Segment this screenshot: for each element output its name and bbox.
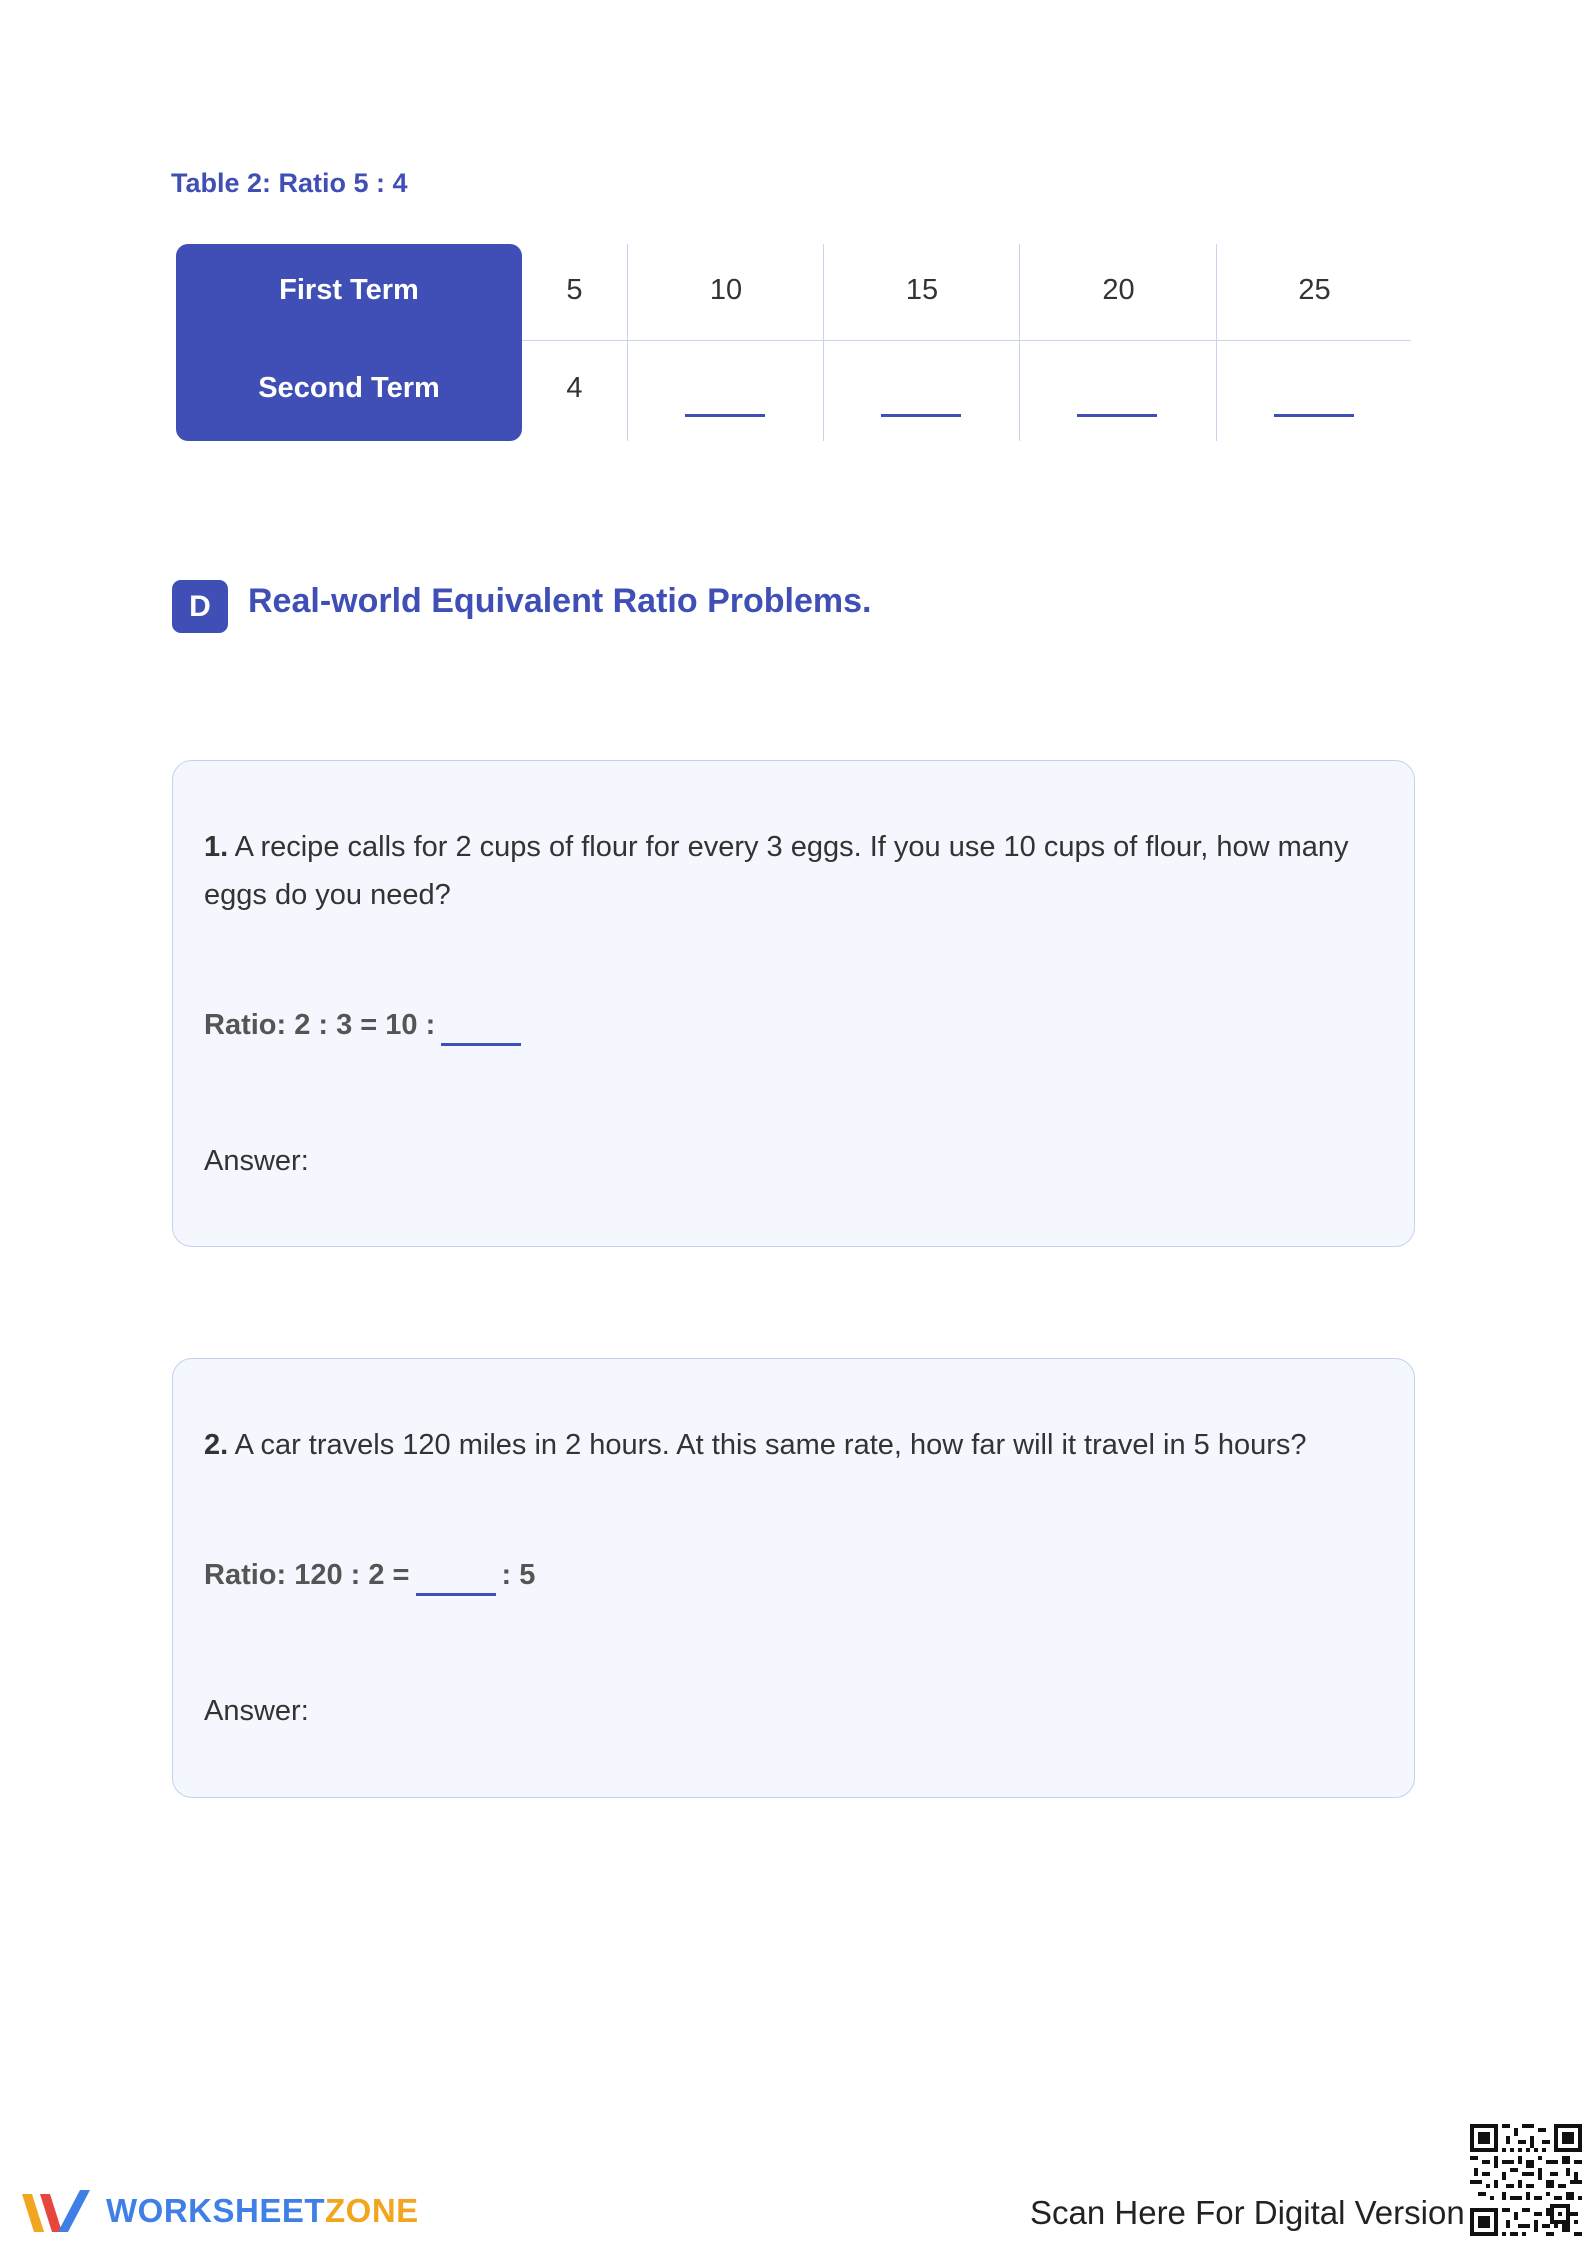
section-badge: D xyxy=(172,580,228,633)
row-header-column xyxy=(176,244,522,441)
problem-text: A car travels 120 miles in 2 hours. At this same rate, how far will it travel in 5 hours? xyxy=(234,1429,1307,1461)
first-term-cell: 5 xyxy=(566,274,583,306)
problem-number: 1. xyxy=(204,831,229,863)
first-term-cell: 25 xyxy=(1298,274,1331,306)
table-column xyxy=(627,244,824,441)
problem-question xyxy=(204,1421,1374,1469)
ratio-blank[interactable] xyxy=(416,1593,496,1596)
answer-label: Answer: xyxy=(204,1145,309,1177)
first-term-cell: 20 xyxy=(1102,274,1135,306)
ratio-blank[interactable] xyxy=(441,1043,521,1046)
qr-code-icon[interactable] xyxy=(1470,2124,1582,2236)
ratio-prefix: Ratio: 2 : 3 = 10 : xyxy=(204,1009,436,1041)
answer-blank[interactable] xyxy=(881,414,961,417)
problem-card-1 xyxy=(172,760,1415,1247)
first-term-cell: 15 xyxy=(905,274,939,306)
answer-blank[interactable] xyxy=(685,414,765,417)
brand-name xyxy=(106,2192,419,2230)
table-column xyxy=(1019,244,1217,441)
table-column xyxy=(1216,244,1412,441)
second-term-header: Second Term xyxy=(258,372,440,404)
worksheetzone-logo-icon xyxy=(18,2184,94,2240)
first-term-header: First Term xyxy=(279,274,419,306)
problem-question xyxy=(204,823,1374,919)
ratio-suffix: : 5 xyxy=(501,1559,536,1591)
table-column xyxy=(522,244,627,441)
problem-text: A recipe calls for 2 cups of flour for every 3 eggs. If you use 10 cups of flour, how many eggs do you need? xyxy=(204,831,1349,911)
table-title: Table 2: Ratio 5 : 4 xyxy=(171,168,408,198)
ratio-prefix: Ratio: 120 : 2 = xyxy=(204,1559,410,1591)
table-cells xyxy=(522,244,1411,441)
table-column xyxy=(823,244,1020,441)
answer-label: Answer: xyxy=(204,1695,309,1727)
problem-number: 2. xyxy=(204,1429,229,1461)
answer-blank[interactable] xyxy=(1077,414,1157,417)
scan-text: Scan Here For Digital Version xyxy=(1030,2194,1465,2231)
first-term-cell: 10 xyxy=(709,274,743,306)
brand-part-2: ZONE xyxy=(325,2192,419,2229)
section-title: Real-world Equivalent Ratio Problems. xyxy=(248,582,872,620)
ratio-table xyxy=(176,244,1411,441)
brand-part-1: WORKSHEET xyxy=(106,2192,325,2229)
problem-card-2 xyxy=(172,1358,1415,1798)
second-term-cell: 4 xyxy=(566,372,583,404)
answer-blank[interactable] xyxy=(1274,414,1354,417)
ratio-line xyxy=(204,1559,535,1596)
ratio-line xyxy=(204,1009,527,1046)
